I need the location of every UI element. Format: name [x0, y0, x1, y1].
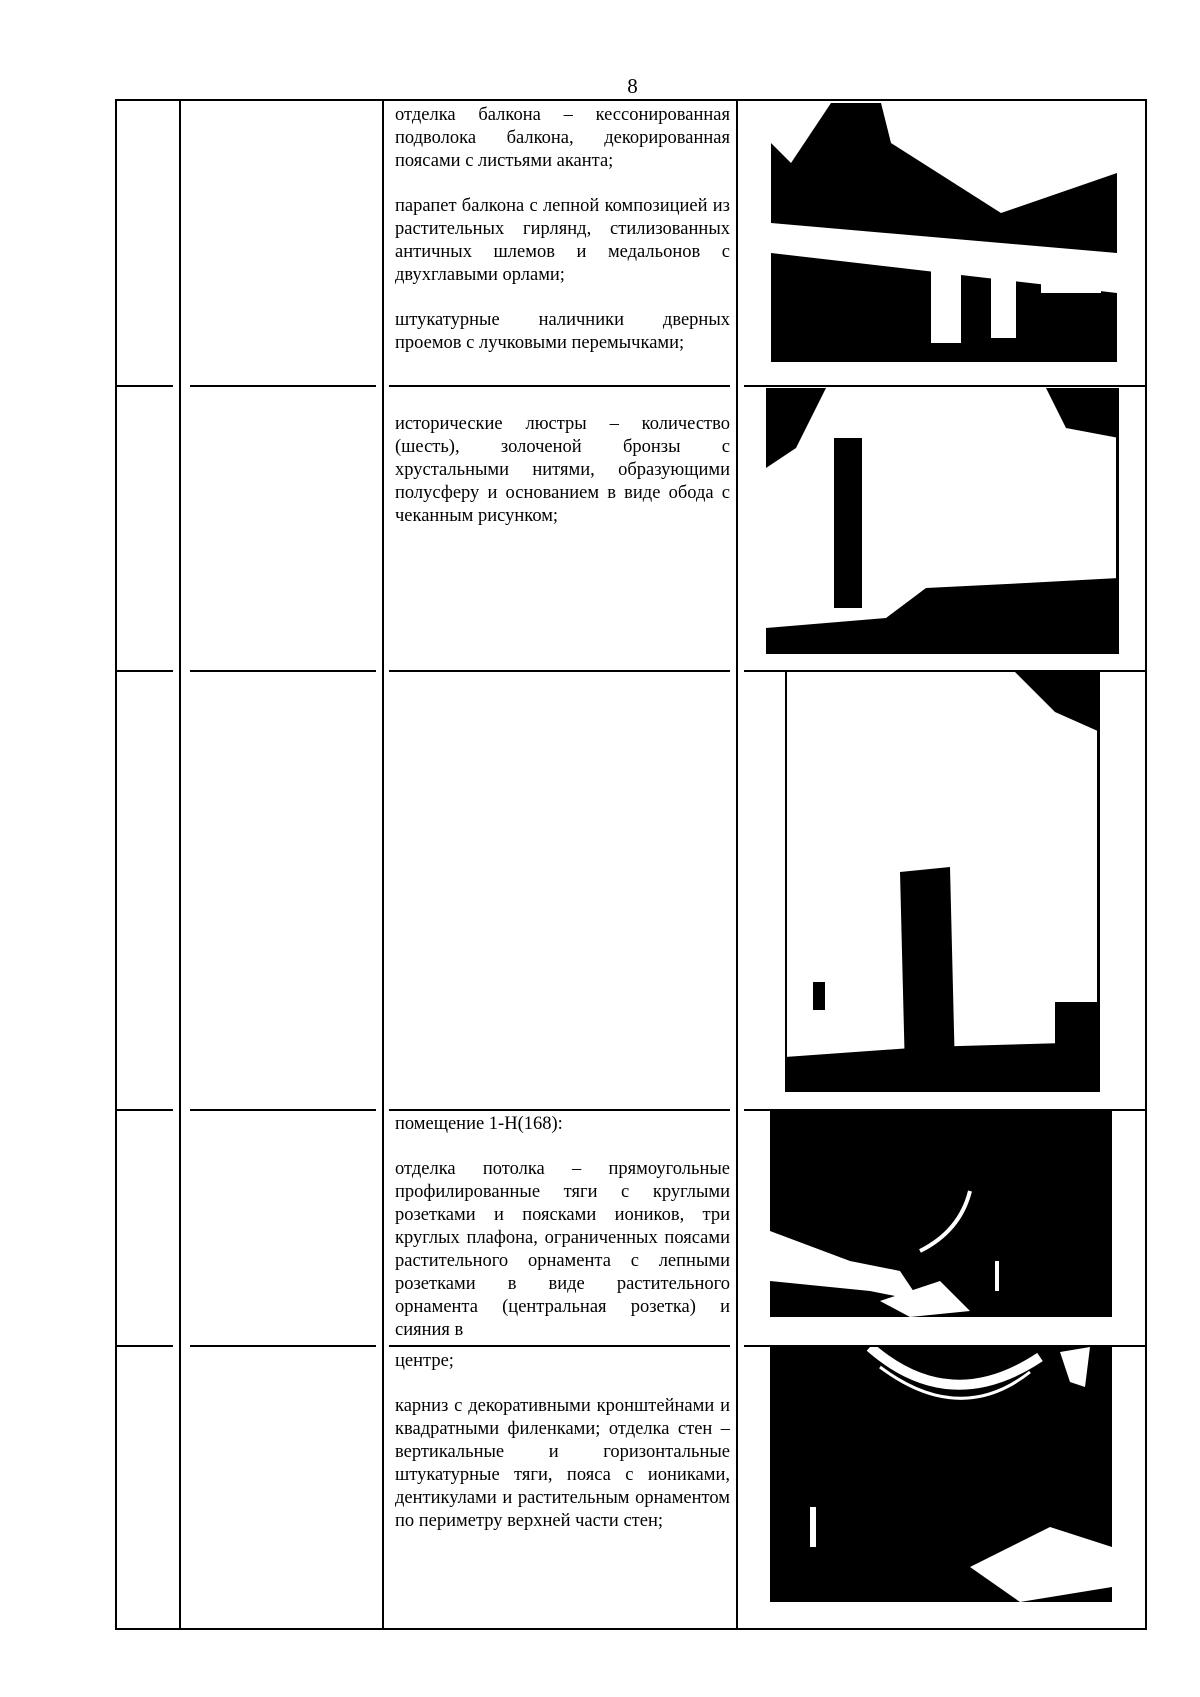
- description-cell: [395, 413, 730, 550]
- table-bottom-border: [115, 1628, 1147, 1630]
- table-divider-1: [179, 99, 181, 1630]
- description-paragraph: центре;: [395, 1351, 454, 1371]
- description-paragraph: карниз с декоративными кронштейнами и квадратными филенками; отделка стен – вертикальные и горизонтальные штукатурные тяги, пояса с иониками, дентикулами и растительным орнаментом по периметру верхней части стен;: [395, 1396, 730, 1531]
- description-cell: [395, 1350, 730, 1555]
- description-paragraph: отделка потолка – прямоугольные профилированные тяги с круглыми розетками и поясками иоников, три круглых плафона, ограниченных поясами растительного орнамента с лепными розетками в виде растительного орнамента (центральная розетка) и сияния в: [395, 1159, 730, 1340]
- cornice-wall-photo: [770, 1347, 1112, 1602]
- description-paragraph: штукатурные наличники дверных проемов с лучковыми перемычками;: [395, 310, 730, 353]
- balcony-photo: [771, 103, 1117, 362]
- table-border-left: [115, 99, 117, 1630]
- table-divider-2: [382, 99, 384, 1630]
- description-paragraph: помещение 1-Н(168):: [395, 1114, 563, 1134]
- description-cell: [395, 104, 730, 377]
- column-hall-photo: [785, 672, 1100, 1092]
- ceiling-photo: [770, 1111, 1112, 1317]
- table-top-border: [115, 99, 1147, 101]
- table-divider-3: [736, 99, 738, 1630]
- description-paragraph: исторические люстры – количество (шесть), золоченой бронзы с хрустальными нитями, образующими полусферу и основанием в виде обода с чеканным рисунком;: [395, 414, 730, 526]
- table-border-right: [1145, 99, 1147, 1630]
- description-paragraph: отделка балкона – кессонированная подволока балкона, декорированная поясами с листьями аканта;: [395, 105, 730, 171]
- chandelier-hall-photo: [766, 388, 1119, 654]
- description-cell: [395, 1113, 730, 1364]
- description-paragraph: парапет балкона с лепной композицией из растительных гирлянд, стилизованных античных шлемов и медальонов с двухглавыми орлами;: [395, 196, 730, 285]
- page-number: 8: [627, 74, 638, 98]
